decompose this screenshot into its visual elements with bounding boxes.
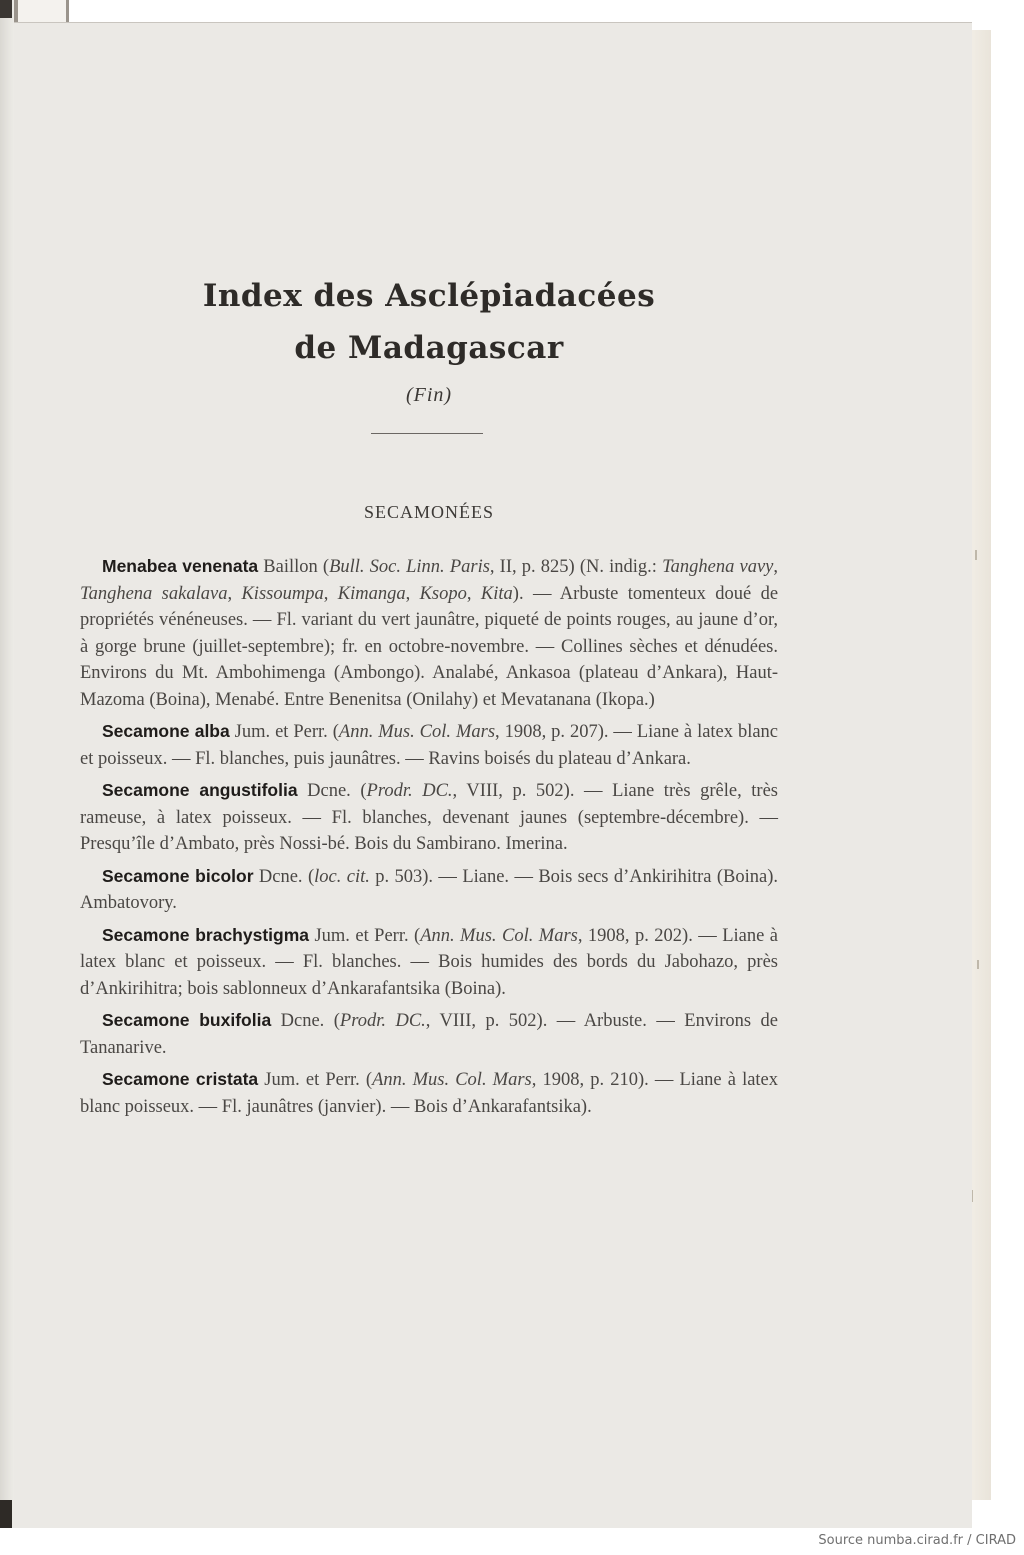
entry-text: Baillon ( [258,557,330,577]
entry-vernacular-name: Kita [480,583,513,604]
species-entry [80,1066,778,1120]
entry-vernacular-name: Tanghena vavy [662,557,774,577]
entry-vernacular-name: Kissoumpa [241,583,324,604]
species-name: Secamone cristata [102,1069,259,1089]
edge-speck [977,960,979,969]
species-name: Secamone brachystigma [102,924,310,945]
entry-text: , 1908, p. 207). — Liane à latex blanc et poisseux. — Fl. blanches, puis jaunâtres. — Ravins boisés du plateau d’Ankara. [80,722,779,769]
species-entry [80,922,778,1003]
species-name: Secamone buxifolia [102,1010,272,1030]
entry-vernacular-name: Ksopo [419,583,467,604]
species-name: Secamone alba [102,721,230,741]
species-name: Menabea venenata [102,556,259,576]
entry-text: ). — Arbuste tomenteux doué de propriétés vénéneuses. — Fl. variant du vert jaunâtre, piqueté de points rouges, au jaune d’or, à gorge brune (juillet-septembre); fr. en octobre-novembre. — Collines sèches et dénudées. Environs du Mt. Ambohimenga (Ambongo). Analabé, Ankasoa (plateau d’Ankara), Haut-Mazoma (Boina), Menabé. Entre Benenitsa (Onilahy) et Mevatanana (Ikopa.) [80,583,779,710]
entry-text: , VIII, p. 502). — Arbuste. — Environs de Tananarive. [80,1011,779,1058]
entry-vernacular-name: Kimanga [337,583,406,604]
entry-text: , 1908, p. 210). — Liane à latex blanc poisseux. — Fl. jaunâtres (janvier). — Bois d’Ankarafantsika). [80,1070,779,1117]
entry-citation: Ann. Mus. Col. Mars [420,925,578,946]
entry-text: Jum. et Perr. ( [309,925,421,946]
species-entry [80,553,778,713]
binding-shadow-bottom [0,1500,12,1528]
species-name: Secamone bicolor [102,865,254,886]
entry-text: , [227,583,242,604]
section-heading: SECAMONÉES [363,502,494,522]
entry-text: , VIII, p. 502). — Liane très grêle, très rameuse, à latex poisseux. — Fl. blanches, devenant jaunes (septembre-décembre). — Presqu’île d’Ambato, près Nossi-bé. Bois du Sambirano. Imerina. [80,781,778,854]
entry-text: Dcne. ( [253,866,315,887]
top-paper-strip-inner [18,0,66,22]
entry-text: , [323,583,338,604]
entry-vernacular-name: Tanghena sakalava [80,583,228,604]
species-entry [80,777,778,858]
entry-text: Dcne. ( [271,1011,340,1031]
entry-text: p. 503). — Liane. — Bois secs d’Ankirihitra (Boina). Ambatovory. [80,866,779,913]
species-entry [80,1007,778,1061]
page-content [80,270,778,1125]
entry-citation: Prodr. DC. [339,1011,426,1031]
species-entry [80,863,778,917]
title-line-2: de Madagascar [294,330,564,366]
page-subtitle: (Fin) [405,384,453,406]
species-entry [80,718,778,772]
species-entries [80,553,778,1120]
source-credit: Source numba.cirad.fr / CIRAD [818,1533,1016,1548]
entry-text: , 1908, p. 202). — Liane à latex blanc et poisseux. — Fl. blanches. — Bois humides des bords du Jabohazo, près d’Ankirihitra; bois sablonneux d’Ankarafantsika (Boina). [80,925,778,999]
entry-citation: loc. cit. [314,866,370,887]
entry-citation: Bull. Soc. Linn. Paris [329,557,490,577]
top-paper-strip [14,0,69,22]
entry-text: Dcne. ( [297,781,367,801]
edge-speck [975,550,977,560]
entry-citation: Ann. Mus. Col. Mars [338,722,496,742]
entry-text: , [466,583,481,604]
title-line-1: Index des Asclépiadacées [202,278,656,314]
entry-text: , [405,583,420,604]
title-divider [371,433,483,434]
entry-text: , II, p. 825) (N. indig.: [489,557,663,577]
entry-citation: Ann. Mus. Col. Mars [372,1070,532,1090]
page-title [80,270,778,374]
binding-shadow-top [0,0,12,18]
species-name: Secamone angustifolia [102,780,298,800]
entry-text: , [773,557,779,577]
entry-text: Jum. et Perr. ( [229,722,339,742]
left-binding-edge [0,0,14,1528]
entry-text: Jum. et Perr. ( [258,1070,373,1090]
entry-citation: Prodr. DC. [366,781,453,801]
